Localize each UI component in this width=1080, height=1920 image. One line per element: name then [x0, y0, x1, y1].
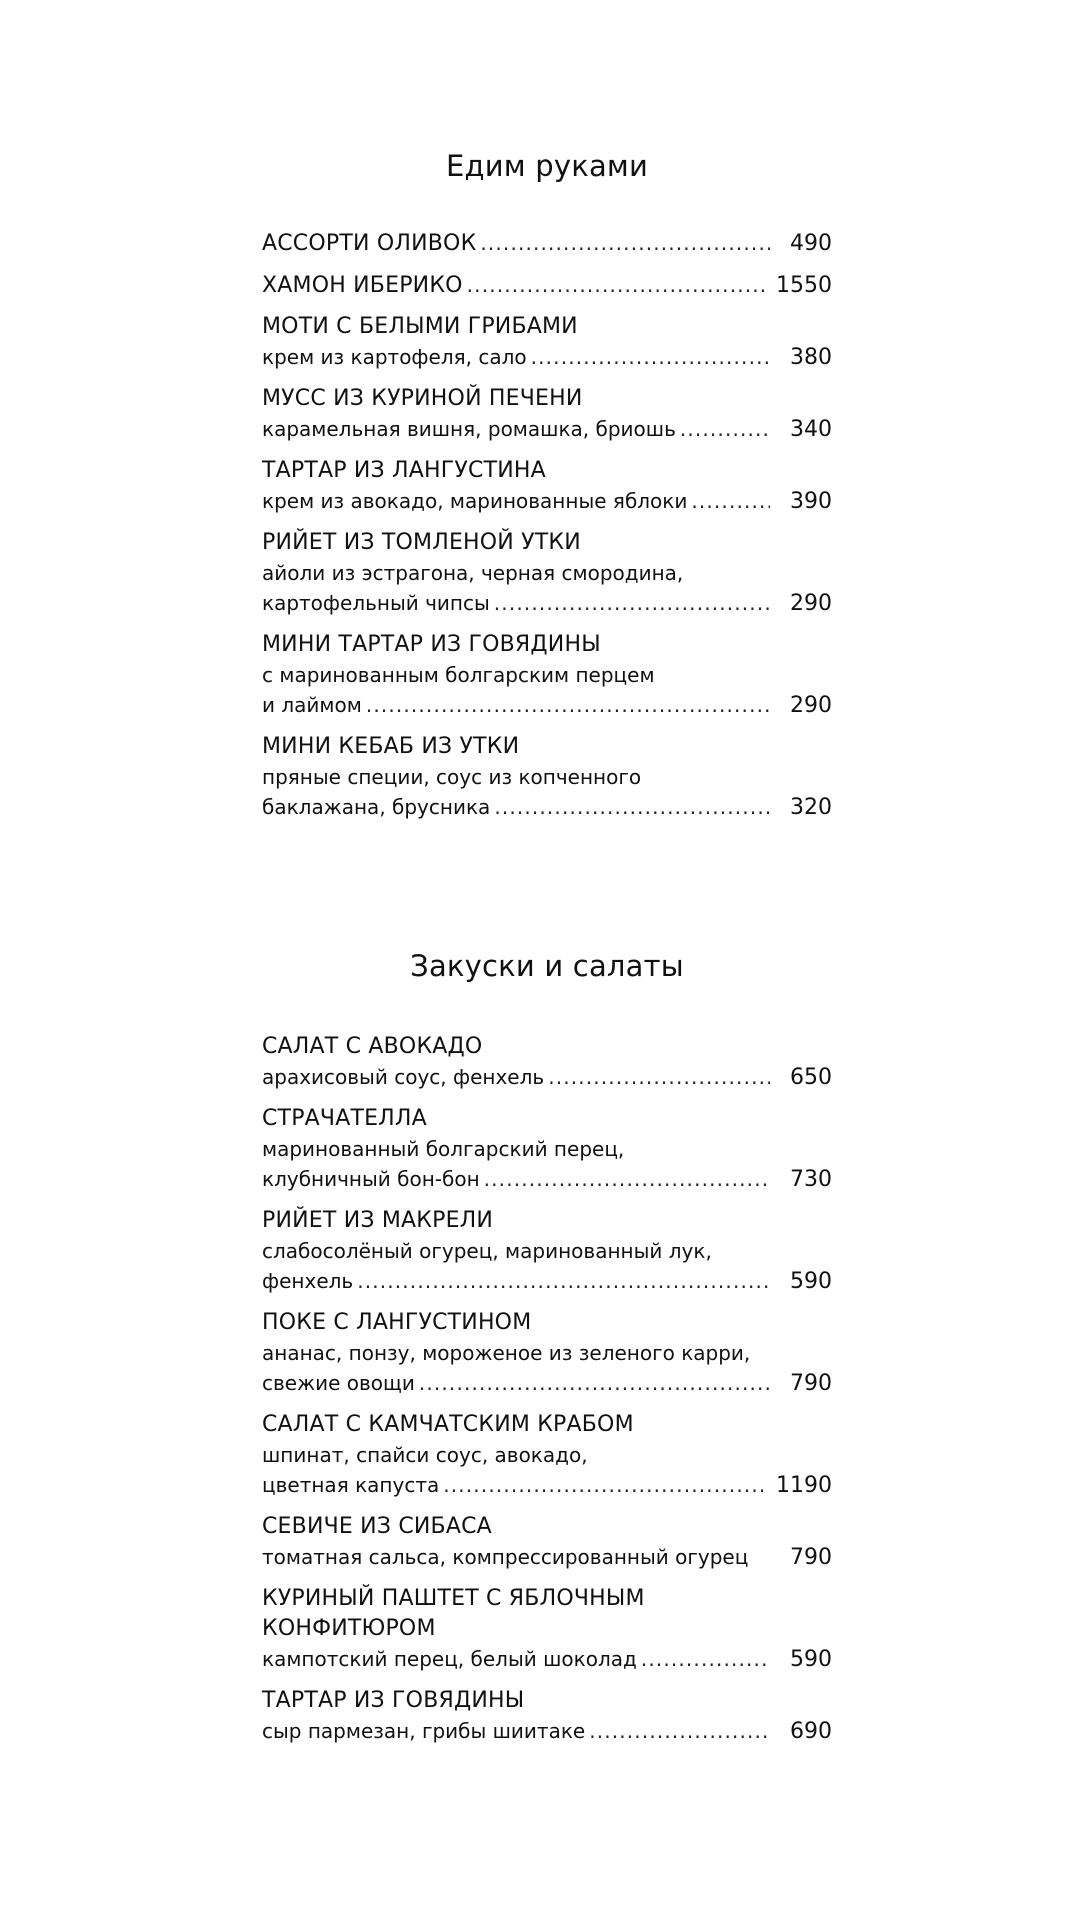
- dot-leader: [691, 486, 770, 516]
- item-description: маринованный болгарский перец,: [262, 1137, 625, 1161]
- item-price: 790: [790, 1371, 832, 1396]
- item-price: 340: [790, 417, 832, 442]
- item-price: 1550: [776, 273, 832, 298]
- item-name: ТАРТАР ИЗ ЛАНГУСТИНА: [262, 458, 546, 483]
- item-name: РИЙЕТ ИЗ МАКРЕЛИ: [262, 1208, 494, 1233]
- item-description: свежие овощи: [262, 1371, 415, 1395]
- dot-leader: [548, 1062, 770, 1092]
- dot-leader: [357, 1266, 770, 1296]
- dot-leader: [467, 270, 766, 300]
- menu-item: [262, 630, 832, 721]
- item-price: 290: [790, 591, 832, 616]
- price-row: [262, 486, 832, 517]
- item-description: слабосолёный огурец, маринованный лук,: [262, 1239, 712, 1263]
- item-name: КУРИНЫЙ ПАШТЕТ С ЯБЛОЧНЫМ КОНФИТЮРОМ: [262, 1586, 645, 1641]
- price-row: [262, 1470, 832, 1501]
- menu-item: [262, 1104, 832, 1195]
- item-description: и лаймом: [262, 693, 362, 717]
- item-name: СЕВИЧЕ ИЗ СИБАСА: [262, 1514, 492, 1539]
- dot-leader: [366, 690, 770, 720]
- item-name: РИЙЕТ ИЗ ТОМЛЕНОЙ УТКИ: [262, 530, 581, 555]
- item-description: баклажана, брусника: [262, 795, 491, 819]
- price-row: [262, 414, 832, 445]
- price-row: [262, 1164, 832, 1195]
- item-description: пряные специи, соус из копченного: [262, 765, 642, 789]
- dot-leader: [480, 228, 770, 258]
- dot-leader: [484, 1164, 770, 1194]
- dot-leader: [589, 1716, 770, 1746]
- menu-item: [262, 1410, 832, 1501]
- item-description: ананас, понзу, мороженое из зеленого карри,: [262, 1341, 751, 1365]
- menu-item: [262, 732, 832, 823]
- menu-item: [262, 528, 832, 619]
- item-name: МИНИ КЕБАБ ИЗ УТКИ: [262, 734, 520, 759]
- item-price: 390: [790, 489, 832, 514]
- item-description: клубничный бон-бон: [262, 1167, 480, 1191]
- menu-item: [262, 1032, 832, 1093]
- menu-item: [262, 270, 832, 301]
- dot-leader: [443, 1470, 766, 1500]
- section-title: Закуски и салаты: [410, 949, 684, 983]
- item-description: цветная капуста: [262, 1473, 440, 1497]
- item-description: крем из авокадо, маринованные яблоки: [262, 489, 688, 513]
- item-description: кампотский перец, белый шоколад: [262, 1647, 637, 1671]
- menu-item: [262, 1206, 832, 1297]
- price-row: [262, 1542, 832, 1573]
- price-row: [262, 1644, 832, 1675]
- item-price: 730: [790, 1167, 832, 1192]
- item-description: картофельный чипсы: [262, 591, 490, 615]
- item-description: карамельная вишня, ромашка, бриошь: [262, 417, 676, 441]
- item-name: ПОКЕ С ЛАНГУСТИНОМ: [262, 1310, 532, 1335]
- dot-leader: [680, 414, 770, 444]
- price-row: [262, 1716, 832, 1747]
- menu-item: [262, 456, 832, 517]
- item-price: 1190: [776, 1473, 832, 1498]
- menu-item: [262, 1308, 832, 1399]
- price-row: [262, 1062, 832, 1093]
- item-name: ХАМОН ИБЕРИКО: [262, 273, 463, 298]
- item-description: крем из картофеля, сало: [262, 345, 527, 369]
- item-description: сыр пармезан, грибы шиитаке: [262, 1719, 586, 1743]
- menu-item: [262, 1584, 832, 1675]
- menu-item: [262, 312, 832, 373]
- item-description: шпинат, спайси соус, авокадо,: [262, 1443, 588, 1467]
- price-row: [262, 228, 832, 259]
- item-description: томатная сальса, компрессированный огурец: [262, 1545, 749, 1569]
- price-row: [262, 1368, 832, 1399]
- item-price: 650: [790, 1065, 832, 1090]
- dot-leader: [494, 792, 770, 822]
- menu-items-list: [262, 1032, 832, 1747]
- item-name: САЛАТ С КАМЧАТСКИМ КРАБОМ: [262, 1412, 634, 1437]
- price-row: [262, 270, 832, 301]
- item-price: 790: [790, 1545, 832, 1570]
- item-price: 380: [790, 345, 832, 370]
- item-name: МУСС ИЗ КУРИНОЙ ПЕЧЕНИ: [262, 386, 583, 411]
- dot-leader: [494, 588, 770, 618]
- section-title: Едим руками: [445, 149, 649, 183]
- dot-leader: [419, 1368, 770, 1398]
- item-price: 320: [790, 795, 832, 820]
- price-row: [262, 342, 832, 373]
- item-name: МОТИ С БЕЛЫМИ ГРИБАМИ: [262, 314, 578, 339]
- menu-section-hand-food: [262, 146, 832, 834]
- item-name: АССОРТИ ОЛИВОК: [262, 231, 477, 256]
- item-price: 490: [790, 231, 832, 256]
- menu-item: [262, 384, 832, 445]
- item-description: айоли из эстрагона, черная смородина,: [262, 561, 684, 585]
- menu-items-list: [262, 228, 832, 823]
- price-row: [262, 1266, 832, 1297]
- item-description: с маринованным болгарским перцем: [262, 663, 655, 687]
- item-name: САЛАТ С АВОКАДО: [262, 1034, 483, 1059]
- item-name: МИНИ ТАРТАР ИЗ ГОВЯДИНЫ: [262, 632, 601, 657]
- item-description: фенхель: [262, 1269, 354, 1293]
- item-name: СТРАЧАТЕЛЛА: [262, 1106, 427, 1131]
- menu-item: [262, 1686, 832, 1747]
- item-price: 690: [790, 1719, 832, 1744]
- price-row: [262, 690, 832, 721]
- dot-leader: [641, 1644, 770, 1674]
- menu-section-starters-salads: [262, 946, 832, 1758]
- item-name: ТАРТАР ИЗ ГОВЯДИНЫ: [262, 1688, 525, 1713]
- item-price: 290: [790, 693, 832, 718]
- price-row: [262, 792, 832, 823]
- item-description: арахисовый соус, фенхель: [262, 1065, 545, 1089]
- menu-item: [262, 1512, 832, 1573]
- menu-item: [262, 228, 832, 259]
- item-price: 590: [790, 1647, 832, 1672]
- dot-leader: [531, 342, 770, 372]
- item-price: 590: [790, 1269, 832, 1294]
- price-row: [262, 588, 832, 619]
